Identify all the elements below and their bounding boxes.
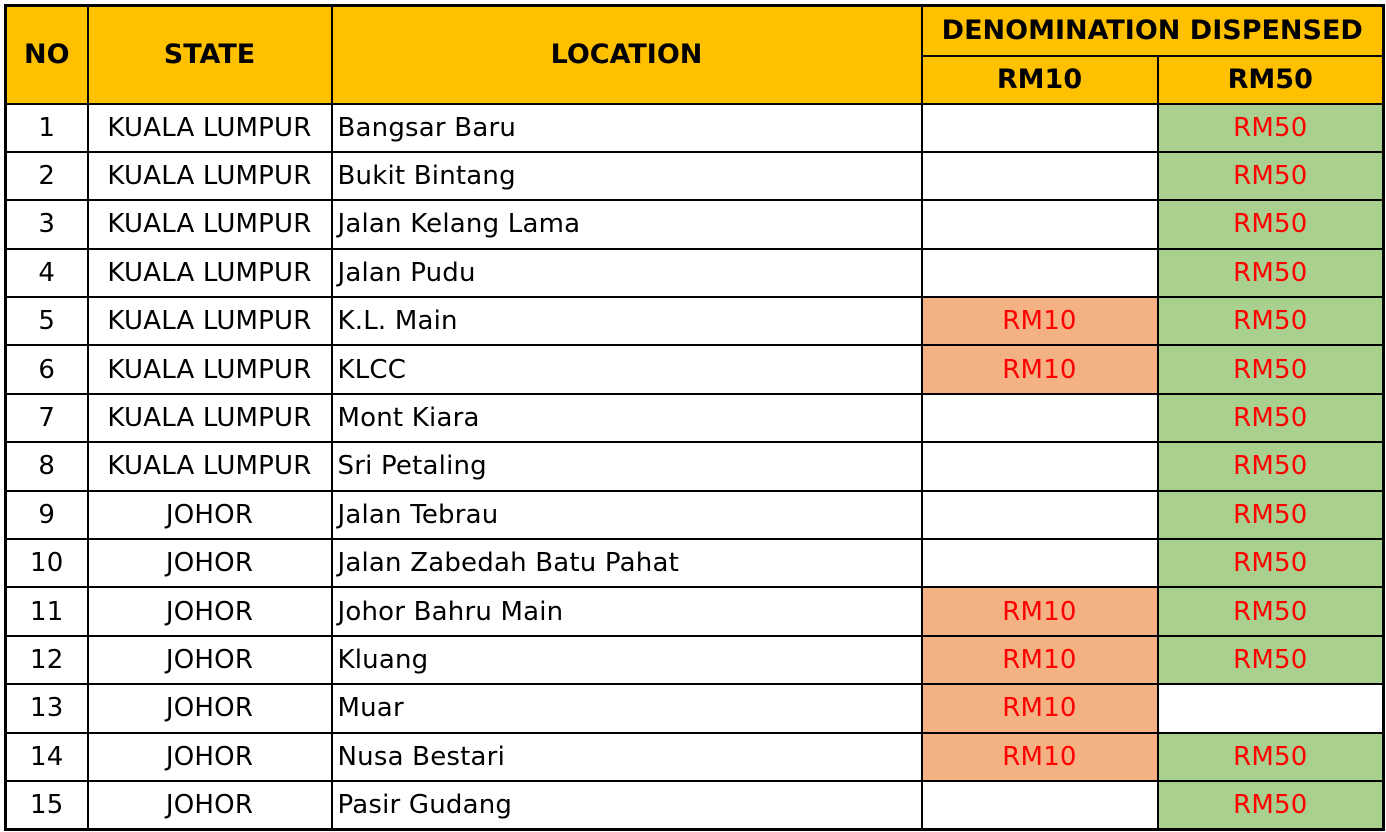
cell-rm50[interactable] <box>1158 684 1384 732</box>
table-row <box>6 394 1384 442</box>
cell-rm10[interactable] <box>922 491 1158 539</box>
cell-state[interactable]: JOHOR <box>88 539 332 587</box>
cell-no[interactable]: 13 <box>6 684 88 732</box>
cell-location[interactable]: Bukit Bintang <box>332 152 922 200</box>
cell-rm50[interactable]: RM50 <box>1158 152 1384 200</box>
cell-location[interactable]: Jalan Pudu <box>332 249 922 297</box>
cell-rm50[interactable]: RM50 <box>1158 442 1384 490</box>
cell-no[interactable]: 8 <box>6 442 88 490</box>
cell-rm10[interactable]: RM10 <box>922 684 1158 732</box>
cell-no[interactable]: 12 <box>6 636 88 684</box>
cell-state[interactable]: KUALA LUMPUR <box>88 442 332 490</box>
header-rm50[interactable]: RM50 <box>1158 56 1384 104</box>
cell-rm10[interactable]: RM10 <box>922 587 1158 635</box>
header-location[interactable]: LOCATION <box>332 6 922 104</box>
cell-rm10[interactable]: RM10 <box>922 733 1158 781</box>
cell-location[interactable]: Pasir Gudang <box>332 781 922 829</box>
table-row <box>6 733 1384 781</box>
cell-state[interactable]: JOHOR <box>88 491 332 539</box>
cell-location[interactable]: Johor Bahru Main <box>332 587 922 635</box>
table-row <box>6 200 1384 248</box>
table-row <box>6 684 1384 732</box>
header-no[interactable]: NO <box>6 6 88 104</box>
table-row <box>6 587 1384 635</box>
cell-rm10[interactable] <box>922 394 1158 442</box>
cell-rm50[interactable]: RM50 <box>1158 587 1384 635</box>
cell-no[interactable]: 5 <box>6 297 88 345</box>
header-state[interactable]: STATE <box>88 6 332 104</box>
cell-no[interactable]: 1 <box>6 104 88 152</box>
cell-location[interactable]: Jalan Kelang Lama <box>332 200 922 248</box>
table-row <box>6 152 1384 200</box>
table-row <box>6 491 1384 539</box>
cell-rm10[interactable] <box>922 152 1158 200</box>
table-row <box>6 539 1384 587</box>
cell-state[interactable]: KUALA LUMPUR <box>88 297 332 345</box>
cell-rm50[interactable]: RM50 <box>1158 733 1384 781</box>
cell-rm10[interactable] <box>922 442 1158 490</box>
table-header <box>6 6 1384 104</box>
table-row <box>6 345 1384 393</box>
header-denomination-dispensed[interactable]: DENOMINATION DISPENSED <box>922 6 1384 56</box>
cell-rm10[interactable] <box>922 200 1158 248</box>
cell-state[interactable]: JOHOR <box>88 587 332 635</box>
cell-rm10[interactable]: RM10 <box>922 345 1158 393</box>
cell-no[interactable]: 9 <box>6 491 88 539</box>
cell-rm50[interactable]: RM50 <box>1158 636 1384 684</box>
cell-rm10[interactable] <box>922 249 1158 297</box>
cell-state[interactable]: JOHOR <box>88 636 332 684</box>
table-row <box>6 249 1384 297</box>
cell-no[interactable]: 15 <box>6 781 88 829</box>
table-row <box>6 104 1384 152</box>
cell-location[interactable]: Sri Petaling <box>332 442 922 490</box>
cell-state[interactable]: KUALA LUMPUR <box>88 200 332 248</box>
table-row <box>6 781 1384 829</box>
table-body <box>6 104 1384 830</box>
table-row <box>6 442 1384 490</box>
cell-rm10[interactable]: RM10 <box>922 636 1158 684</box>
cell-rm50[interactable]: RM50 <box>1158 345 1384 393</box>
cell-rm10[interactable]: RM10 <box>922 297 1158 345</box>
cell-state[interactable]: JOHOR <box>88 684 332 732</box>
cell-no[interactable]: 14 <box>6 733 88 781</box>
table-row <box>6 636 1384 684</box>
cell-rm50[interactable]: RM50 <box>1158 781 1384 829</box>
cell-no[interactable]: 11 <box>6 587 88 635</box>
cell-rm50[interactable]: RM50 <box>1158 539 1384 587</box>
cell-location[interactable]: Jalan Tebrau <box>332 491 922 539</box>
cell-location[interactable]: KLCC <box>332 345 922 393</box>
cell-rm50[interactable]: RM50 <box>1158 491 1384 539</box>
cell-location[interactable]: K.L. Main <box>332 297 922 345</box>
cell-rm50[interactable]: RM50 <box>1158 104 1384 152</box>
cell-state[interactable]: KUALA LUMPUR <box>88 104 332 152</box>
cell-no[interactable]: 4 <box>6 249 88 297</box>
cell-rm10[interactable] <box>922 781 1158 829</box>
cell-state[interactable]: KUALA LUMPUR <box>88 152 332 200</box>
table-row <box>6 297 1384 345</box>
cell-no[interactable]: 3 <box>6 200 88 248</box>
cell-state[interactable]: KUALA LUMPUR <box>88 345 332 393</box>
cell-location[interactable]: Jalan Zabedah Batu Pahat <box>332 539 922 587</box>
cell-rm50[interactable]: RM50 <box>1158 297 1384 345</box>
cell-rm50[interactable]: RM50 <box>1158 394 1384 442</box>
cell-rm10[interactable] <box>922 104 1158 152</box>
cell-no[interactable]: 6 <box>6 345 88 393</box>
cell-state[interactable]: KUALA LUMPUR <box>88 249 332 297</box>
cell-state[interactable]: JOHOR <box>88 781 332 829</box>
branch-denomination-table <box>4 4 1385 831</box>
cell-no[interactable]: 10 <box>6 539 88 587</box>
header-rm10[interactable]: RM10 <box>922 56 1158 104</box>
cell-location[interactable]: Bangsar Baru <box>332 104 922 152</box>
cell-location[interactable]: Nusa Bestari <box>332 733 922 781</box>
cell-state[interactable]: KUALA LUMPUR <box>88 394 332 442</box>
cell-location[interactable]: Muar <box>332 684 922 732</box>
cell-rm10[interactable] <box>922 539 1158 587</box>
cell-location[interactable]: Kluang <box>332 636 922 684</box>
cell-state[interactable]: JOHOR <box>88 733 332 781</box>
cell-location[interactable]: Mont Kiara <box>332 394 922 442</box>
cell-no[interactable]: 2 <box>6 152 88 200</box>
cell-rm50[interactable]: RM50 <box>1158 249 1384 297</box>
cell-rm50[interactable]: RM50 <box>1158 200 1384 248</box>
cell-no[interactable]: 7 <box>6 394 88 442</box>
